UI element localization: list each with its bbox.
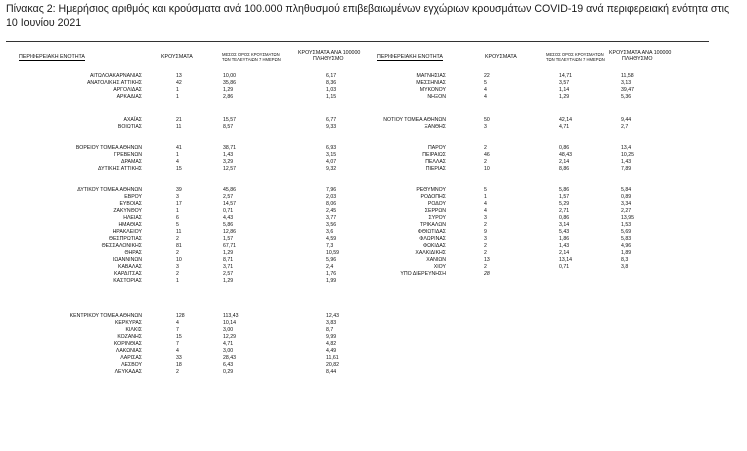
row-mean: 5,29 (559, 201, 570, 207)
row-per100k: 1,53 (621, 222, 632, 228)
row-region-name: ΓΡΕΒΕΝΩΝ (113, 152, 142, 158)
table-row (0, 369, 747, 375)
row-per100k: 3,34 (621, 201, 632, 207)
row-cases: 4 (484, 87, 487, 93)
row-cases: 7 (176, 341, 179, 347)
table-row (0, 313, 747, 319)
row-cases: 17 (176, 201, 182, 207)
row-mean: 14,57 (223, 201, 236, 207)
row-mean: 1,86 (559, 236, 570, 242)
row-cases: 33 (176, 355, 182, 361)
row-region-name: ΚΑΣΤΟΡΙΑΣ (113, 278, 142, 284)
table-row (0, 334, 747, 340)
row-cases: 81 (176, 243, 182, 249)
row-per100k: 2,45 (326, 208, 337, 214)
row-mean: 8,86 (559, 166, 570, 172)
row-mean: 8,71 (223, 257, 234, 263)
table-row (0, 166, 747, 172)
row-region-name: ΒΟΙΩΤΙΑΣ (117, 124, 142, 130)
table-row (0, 243, 747, 249)
row-region-name: ΔΡΑΜΑΣ (121, 159, 142, 165)
table-row (0, 362, 747, 368)
row-mean: 0,71 (223, 208, 234, 214)
row-per100k: 3,8 (621, 264, 629, 270)
row-mean: 2,14 (559, 159, 570, 165)
row-cases: 4 (484, 94, 487, 100)
row-per100k: 8,36 (326, 80, 337, 86)
row-region-name: ΛΑΡΙΣΑΣ (120, 355, 142, 361)
row-mean: 5,86 (559, 187, 570, 193)
row-region-name: ΚΙΛΚΙΣ (125, 327, 142, 333)
row-mean: 35,86 (223, 80, 236, 86)
row-mean: 2,86 (223, 94, 234, 100)
row-cases: 1 (176, 208, 179, 214)
row-cases: 18 (176, 362, 182, 368)
row-region-name: ΑΝΑΤΟΛΙΚΗΣ ΑΤΤΙΚΗΣ (86, 80, 142, 86)
row-cases: 21 (176, 117, 182, 123)
row-mean: 2,14 (559, 250, 570, 256)
table-row (0, 348, 747, 354)
row-region-name: ΖΑΚΥΝΘΟΥ (113, 208, 142, 214)
row-region-name: ΞΑΝΘΗΣ (424, 124, 446, 130)
row-region-name: ΠΑΡΟΥ (428, 145, 446, 151)
row-mean: 1,43 (223, 152, 234, 158)
row-region-name: ΣΕΡΡΩΝ (424, 208, 446, 214)
row-region-name: ΘΕΣΠΡΩΤΙΑΣ (108, 236, 142, 242)
row-cases: 11 (176, 229, 182, 235)
row-region-name: ΚΕΝΤΡΙΚΟΥ ΤΟΜΕΑ ΑΘΗΝΩΝ (69, 313, 142, 319)
table-row (0, 271, 747, 277)
row-per100k: 0,89 (621, 194, 632, 200)
row-mean: 14,71 (559, 73, 572, 79)
row-per100k: 1,99 (326, 278, 337, 284)
row-region-name: ΝΟΤΙΟΥ ΤΟΜΕΑ ΑΘΗΝΩΝ (383, 117, 446, 123)
row-region-name: ΦΩΚΙΔΑΣ (422, 243, 446, 249)
row-cases: 1 (176, 152, 179, 158)
row-cases: 13 (176, 73, 182, 79)
header-mean-line1-right: ΜΕΣΟΣ ΟΡΟΣ ΚΡΟΥΣΜΑΤΩΝ (546, 52, 604, 57)
row-cases: 2 (176, 236, 179, 242)
row-region-name: ΕΥΒΟΙΑΣ (119, 201, 142, 207)
row-mean: 1,57 (223, 236, 234, 242)
row-cases: 10 (176, 257, 182, 263)
row-cases: 46 (484, 152, 490, 158)
row-mean: 45,86 (223, 187, 236, 193)
table-row (0, 327, 747, 333)
row-region-name: ΜΥΚΟΝΟΥ (419, 87, 446, 93)
row-mean: 3,00 (223, 348, 234, 354)
row-region-name: ΡΟΔΟΠΗΣ (420, 194, 446, 200)
row-mean: 10,14 (223, 320, 236, 326)
row-region-name: ΥΠΟ ΔΙΕΡΕΥΝΗΣΗ (400, 271, 446, 277)
row-mean: 3,57 (559, 80, 570, 86)
row-mean: 48,43 (559, 152, 572, 158)
row-cases: 2 (484, 264, 487, 270)
row-per100k: 3,77 (326, 215, 337, 221)
row-per100k: 12,43 (326, 313, 339, 319)
header-per100k-line1: ΚΡΟΥΣΜΑΤΑ ΑΝΑ 100000 (298, 50, 361, 56)
table-row (0, 94, 747, 100)
row-mean: 1,43 (559, 243, 570, 249)
row-per100k: 9,32 (326, 166, 337, 172)
row-region-name: ΠΙΕΡΙΑΣ (425, 166, 446, 172)
row-mean: 2,57 (223, 194, 234, 200)
row-region-name: ΚΑΒΑΛΑΣ (118, 264, 142, 270)
row-cases: 5 (176, 222, 179, 228)
row-mean: 5,86 (223, 222, 234, 228)
row-cases: 2 (484, 159, 487, 165)
row-per100k: 2,03 (326, 194, 337, 200)
table-row (0, 341, 747, 347)
row-region-name: ΚΟΡΙΝΘΙΑΣ (113, 341, 142, 347)
table-row (0, 124, 747, 130)
table-row (0, 229, 747, 235)
header-per100k-line2-right: ΠΛΗΘΥΣΜΟ (622, 56, 653, 62)
row-region-name: ΡΟΔΟΥ (427, 201, 446, 207)
row-per100k: 10,59 (326, 250, 339, 256)
row-cases: 2 (484, 250, 487, 256)
row-region-name: ΑΡΓΟΛΙΔΑΣ (113, 87, 142, 93)
row-mean: 0,29 (223, 369, 234, 375)
table-row (0, 355, 747, 361)
table-row (0, 222, 747, 228)
table-row (0, 187, 747, 193)
row-per100k: 1,76 (326, 271, 337, 277)
row-region-name: ΘΕΣΣΑΛΟΝΙΚΗΣ (101, 243, 142, 249)
row-mean: 0,71 (559, 264, 570, 270)
row-per100k: 2,7 (621, 124, 629, 130)
row-region-name: ΛΕΥΚΑΔΑΣ (114, 369, 142, 375)
row-mean: 113,43 (223, 313, 239, 319)
row-cases: 15 (176, 334, 182, 340)
table-row (0, 250, 747, 256)
header-mean-line1: ΜΕΣΟΣ ΟΡΟΣ ΚΡΟΥΣΜΑΤΩΝ (222, 52, 280, 57)
header-cases-right: ΚΡΟΥΣΜΑΤΑ (485, 54, 517, 60)
row-region-name: ΝΗΞΟΝ (427, 94, 446, 100)
row-region-name: ΗΜΑΘΙΑΣ (118, 222, 142, 228)
row-mean: 10,00 (223, 73, 236, 79)
row-mean: 12,29 (223, 334, 236, 340)
row-per100k: 7,96 (326, 187, 337, 193)
row-cases: 5 (484, 80, 487, 86)
row-region-name: ΔΥΤΙΚΗΣ ΑΤΤΙΚΗΣ (98, 166, 142, 172)
row-mean: 3,71 (223, 264, 234, 270)
header-mean-line2-right: ΤΩΝ ΤΕΛΕΥΤΑΙΩΝ 7 ΗΜΕΡΩΝ (546, 57, 605, 62)
row-cases: 13 (484, 257, 490, 263)
row-per100k: 7,3 (326, 243, 334, 249)
row-region-name: ΑΙΤΩΛΟΑΚΑΡΝΑΝΙΑΣ (89, 73, 142, 79)
row-per100k: 8,3 (621, 257, 629, 263)
row-cases: 39 (176, 187, 182, 193)
row-mean: 6,43 (223, 362, 234, 368)
row-region-name: ΘΗΡΑΣ (124, 250, 142, 256)
row-region-name: ΠΕΛΛΑΣ (425, 159, 446, 165)
row-per100k: 4,59 (326, 236, 337, 242)
row-mean: 12,86 (223, 229, 236, 235)
row-cases: 1 (176, 87, 179, 93)
header-per100k-line1-right: ΚΡΟΥΣΜΑΤΑ ΑΝΑ 100000 (609, 50, 672, 56)
row-per100k: 11,61 (326, 355, 339, 361)
row-per100k: 5,84 (621, 187, 632, 193)
row-mean: 3,14 (559, 222, 570, 228)
header-mean-line2: ΤΩΝ ΤΕΛΕΥΤΑΙΩΝ 7 ΗΜΕΡΩΝ (222, 57, 281, 62)
row-per100k: 8,06 (326, 201, 337, 207)
row-cases: 2 (176, 271, 179, 277)
row-cases: 1 (484, 194, 487, 200)
header-region: ΠΕΡΙΦΕΡΕΙΑΚΗ ΕΝΟΤΗΤΑ (19, 54, 85, 60)
row-region-name: ΜΕΣΣΗΝΙΑΣ (416, 80, 446, 86)
row-region-name: ΙΩΑΝΝΙΝΩΝ (112, 257, 142, 263)
row-mean: 0,86 (559, 215, 570, 221)
row-cases: 4 (176, 320, 179, 326)
row-cases: 3 (484, 236, 487, 242)
table-row (0, 257, 747, 263)
row-per100k: 3,15 (326, 152, 337, 158)
row-per100k: 6,93 (326, 145, 337, 151)
row-per100k: 3,56 (326, 222, 337, 228)
row-per100k: 5,36 (621, 94, 632, 100)
row-cases: 41 (176, 145, 182, 151)
row-per100k: 9,99 (326, 334, 337, 340)
row-cases: 128 (176, 313, 185, 319)
row-per100k: 10,25 (621, 152, 634, 158)
row-per100k: 3,83 (326, 320, 337, 326)
row-per100k: 7,89 (621, 166, 632, 172)
row-region-name: ΑΧΑΪΑΣ (123, 117, 142, 123)
row-region-name: ΧΑΝΙΩΝ (426, 257, 446, 263)
table-row (0, 194, 747, 200)
row-region-name: ΡΕΘΥΜΝΟΥ (416, 187, 446, 193)
row-cases: 4 (484, 201, 487, 207)
row-region-name: ΗΛΕΙΑΣ (123, 215, 142, 221)
row-per100k: 2,4 (326, 264, 334, 270)
row-mean: 1,29 (559, 94, 570, 100)
row-region-name: ΚΟΖΑΝΗΣ (117, 334, 142, 340)
row-mean: 5,43 (559, 229, 570, 235)
row-mean: 12,57 (223, 166, 236, 172)
table-row (0, 152, 747, 158)
row-cases: 11 (176, 124, 182, 130)
table-row (0, 80, 747, 86)
row-mean: 2,71 (559, 208, 570, 214)
row-region-name: ΠΕΙΡΑΙΩΣ (422, 152, 446, 158)
row-per100k: 20,82 (326, 362, 339, 368)
row-cases: 3 (176, 194, 179, 200)
row-region-name: ΤΡΙΚΑΛΩΝ (419, 222, 446, 228)
table-row (0, 278, 747, 284)
table-row (0, 236, 747, 242)
header-cases: ΚΡΟΥΣΜΑΤΑ (161, 54, 193, 60)
row-per100k: 1,15 (326, 94, 337, 100)
row-cases: 4 (484, 208, 487, 214)
row-mean: 38,71 (223, 145, 236, 151)
row-mean: 2,57 (223, 271, 234, 277)
row-region-name: ΚΕΡΚΥΡΑΣ (114, 320, 142, 326)
row-cases: 15 (176, 166, 182, 172)
row-region-name: ΦΛΩΡΙΝΑΣ (419, 236, 446, 242)
row-mean: 4,43 (223, 215, 234, 221)
row-region-name: ΜΑΓΝΗΣΙΑΣ (416, 73, 446, 79)
table-row (0, 73, 747, 79)
row-per100k: 1,43 (621, 159, 632, 165)
header-region-right: ΠΕΡΙΦΕΡΕΙΑΚΗ ΕΝΟΤΗΤΑ (377, 54, 443, 60)
row-mean: 4,71 (559, 124, 570, 130)
row-mean: 42,14 (559, 117, 572, 123)
row-per100k: 4,07 (326, 159, 337, 165)
row-cases: 3 (484, 124, 487, 130)
row-cases: 3 (176, 264, 179, 270)
row-per100k: 9,33 (326, 124, 337, 130)
row-mean: 15,57 (223, 117, 236, 123)
row-per100k: 6,77 (326, 117, 337, 123)
row-cases: 9 (484, 229, 487, 235)
row-per100k: 5,96 (326, 257, 337, 263)
row-region-name: ΛΑΚΩΝΙΑΣ (115, 348, 142, 354)
row-cases: 2 (176, 250, 179, 256)
row-cases: 2 (176, 369, 179, 375)
row-mean: 13,14 (559, 257, 572, 263)
row-per100k: 4,49 (326, 348, 337, 354)
row-cases: 4 (176, 348, 179, 354)
table-row (0, 264, 747, 270)
row-mean: 3,00 (223, 327, 234, 333)
row-cases: 1 (176, 94, 179, 100)
row-mean: 1,14 (559, 87, 570, 93)
row-cases: 2 (484, 145, 487, 151)
row-cases: 50 (484, 117, 490, 123)
table-row (0, 201, 747, 207)
table-row (0, 215, 747, 221)
row-mean: 28,43 (223, 355, 236, 361)
row-per100k: 2,27 (621, 208, 632, 214)
row-region-name: ΕΒΡΟΥ (124, 194, 142, 200)
row-region-name: ΣΥΡΟΥ (428, 215, 446, 221)
title-divider (6, 41, 709, 42)
row-per100k: 3,6 (326, 229, 334, 235)
row-cases: 10 (484, 166, 490, 172)
row-per100k: 13,4 (621, 145, 632, 151)
row-per100k: 9,44 (621, 117, 632, 123)
table-row (0, 117, 747, 123)
table-row (0, 145, 747, 151)
row-per100k: 1,03 (326, 87, 337, 93)
row-per100k: 3,13 (621, 80, 632, 86)
row-mean: 1,29 (223, 278, 234, 284)
row-per100k: 5,83 (621, 236, 632, 242)
row-mean: 67,71 (223, 243, 236, 249)
row-cases: 2 (484, 243, 487, 249)
row-cases: 3 (484, 215, 487, 221)
row-region-name: ΒΟΡΕΙΟΥ ΤΟΜΕΑ ΑΘΗΝΩΝ (75, 145, 142, 151)
table-row (0, 159, 747, 165)
row-per100k: 8,44 (326, 369, 337, 375)
row-per100k: 4,96 (621, 243, 632, 249)
row-region-name: ΗΡΑΚΛΕΙΟΥ (112, 229, 142, 235)
row-mean: 3,29 (223, 159, 234, 165)
row-cases: 2 (484, 222, 487, 228)
row-region-name: ΛΕΣΒΟΥ (121, 362, 142, 368)
row-mean: 1,57 (559, 194, 570, 200)
row-cases: 1 (176, 278, 179, 284)
row-mean: 0,86 (559, 145, 570, 151)
row-region-name: ΧΑΛΚΙΔΙΚΗΣ (415, 250, 446, 256)
row-region-name: ΑΡΚΑΔΙΑΣ (116, 94, 142, 100)
row-region-name: ΧΙΟΥ (433, 264, 446, 270)
table-row (0, 87, 747, 93)
row-cases: 7 (176, 327, 179, 333)
row-per100k: 5,69 (621, 229, 632, 235)
row-per100k: 13,95 (621, 215, 634, 221)
row-cases: 42 (176, 80, 182, 86)
header-per100k-line2: ΠΛΗΘΥΣΜΟ (313, 56, 344, 62)
row-per100k: 8,7 (326, 327, 334, 333)
table-title: Πίνακας 2: Ημερήσιος αριθμός και κρούσματα ανά 100.000 πληθυσμού επιβεβαιωμένων εγχώριων κρουσμάτων COVID-19 ανά περιφερειακή ενότητα στις 10 Ιουνίου 2021 (6, 3, 730, 29)
row-per100k: 6,17 (326, 73, 337, 79)
row-mean: 1,29 (223, 87, 234, 93)
row-cases: 22 (484, 73, 490, 79)
row-cases: 28 (484, 271, 490, 277)
row-region-name: ΦΘΙΩΤΙΔΑΣ (417, 229, 446, 235)
row-region-name: ΚΑΡΔΙΤΣΑΣ (114, 271, 142, 277)
row-per100k: 4,82 (326, 341, 337, 347)
row-cases: 6 (176, 215, 179, 221)
row-region-name: ΔΥΤΙΚΟΥ ΤΟΜΕΑ ΑΘΗΝΩΝ (77, 187, 142, 193)
row-cases: 4 (176, 159, 179, 165)
row-per100k: 39,47 (621, 87, 634, 93)
table-row (0, 320, 747, 326)
row-mean: 8,57 (223, 124, 234, 130)
row-per100k: 11,58 (621, 73, 634, 79)
row-mean: 4,71 (223, 341, 234, 347)
row-mean: 1,29 (223, 250, 234, 256)
row-cases: 5 (484, 187, 487, 193)
row-per100k: 1,89 (621, 250, 632, 256)
table-row (0, 208, 747, 214)
